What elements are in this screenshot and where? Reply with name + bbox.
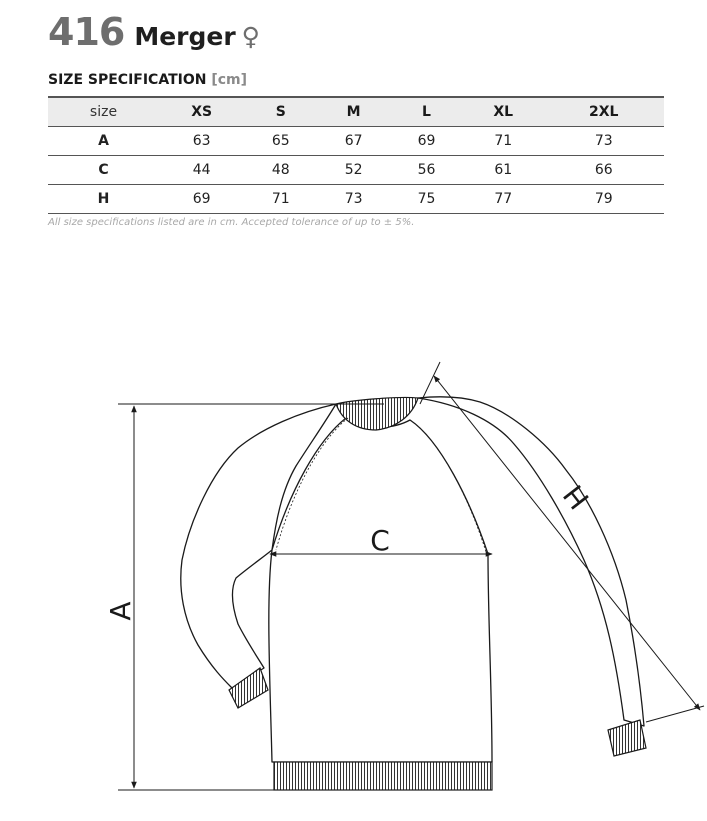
header-cell-s: S	[275, 104, 286, 120]
tolerance-note: All size specifications listed are in cm. Accepted tolerance of up to ± 5%.	[48, 217, 415, 228]
row-label-a: A	[98, 133, 109, 149]
table-cell: 77	[494, 191, 513, 207]
header-cell-2xl: 2XL	[589, 104, 619, 120]
table-cell: 71	[271, 191, 290, 207]
female-symbol-icon: ♀	[241, 22, 260, 51]
table-cell: 73	[594, 133, 613, 149]
table-cell: 67	[344, 133, 363, 149]
header-cell-m: M	[346, 104, 361, 120]
table-cell: 52	[344, 162, 363, 178]
header-cell-xl: XL	[493, 104, 514, 120]
table-cell: 44	[192, 162, 211, 178]
product-code: 416	[48, 10, 125, 54]
row-label-h: H	[97, 191, 110, 207]
table-cell: 56	[417, 162, 436, 178]
table-cell: 71	[494, 133, 513, 149]
sweatshirt-body	[269, 418, 492, 762]
table-cell: 79	[594, 191, 613, 207]
table-cell: 48	[271, 162, 290, 178]
label-a: A	[104, 601, 137, 621]
table-cell: 63	[192, 133, 211, 149]
row-label-c: C	[98, 162, 109, 178]
header-cell-xs: XS	[191, 104, 213, 120]
right-cuff	[608, 720, 646, 756]
product-name: Merger	[134, 22, 236, 51]
label-h: H	[557, 478, 596, 516]
table-cell: 61	[494, 162, 513, 178]
dim-h-extension-bottom	[646, 706, 704, 722]
table-cell: 66	[594, 162, 613, 178]
header-cell-size: size	[89, 104, 118, 120]
label-c: C	[370, 524, 390, 557]
spec-unit: [cm]	[211, 72, 248, 88]
table-cell: 75	[417, 191, 436, 207]
table-cell: 73	[344, 191, 363, 207]
table-cell: 69	[192, 191, 211, 207]
spec-title-text: SIZE SPECIFICATION	[48, 72, 207, 88]
header-cell-l: L	[422, 104, 431, 120]
bottom-hem	[274, 762, 492, 790]
table-cell: 69	[417, 133, 436, 149]
table-cell: 65	[271, 133, 290, 149]
